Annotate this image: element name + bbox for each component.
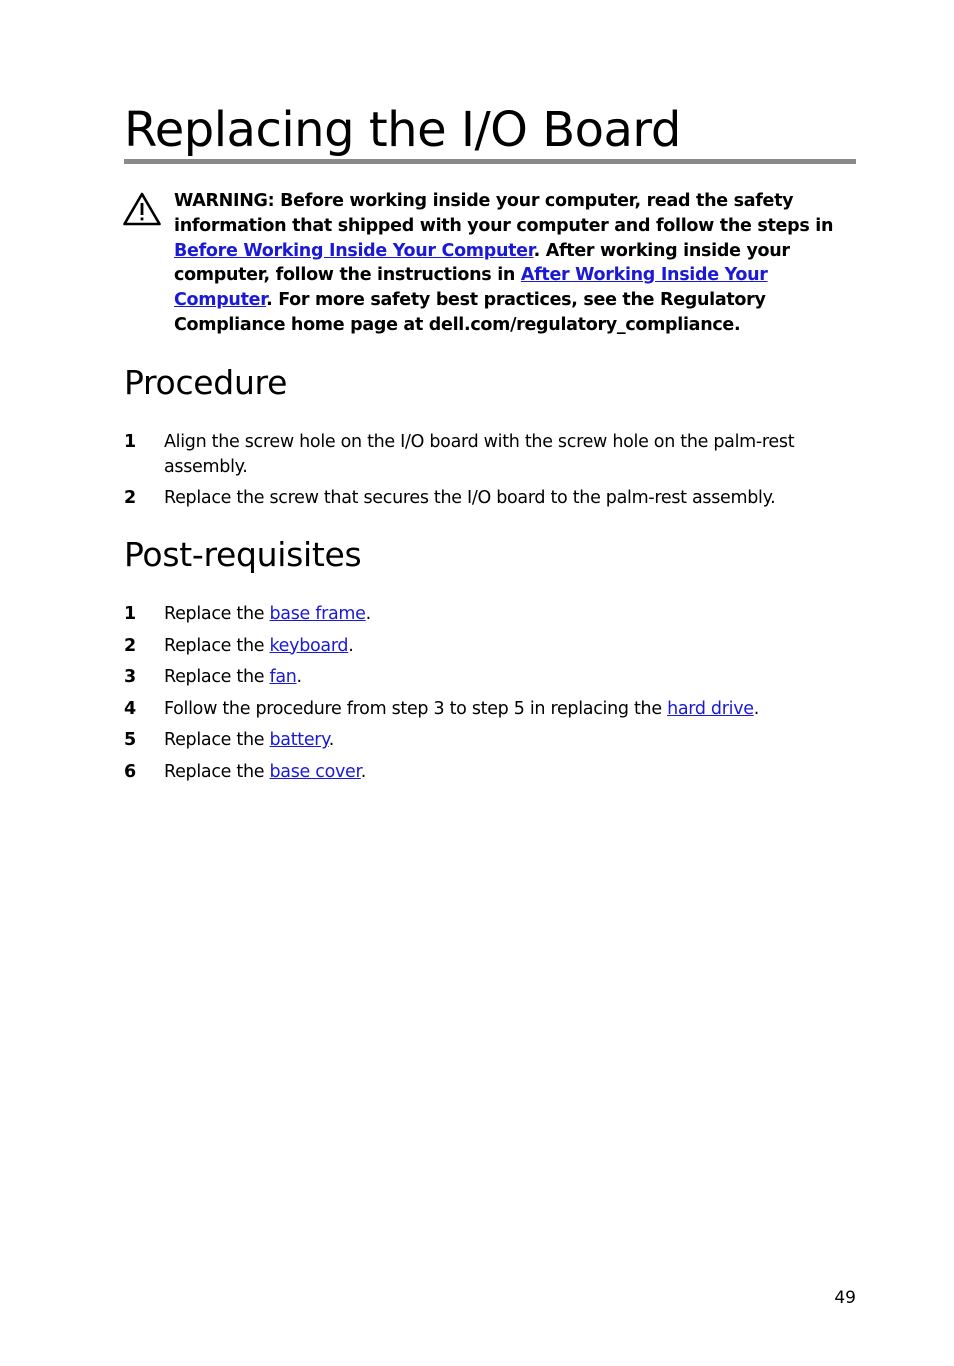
- step-number: 1: [124, 432, 136, 452]
- step-text: Replace the: [164, 730, 270, 751]
- step-text-end: .: [328, 730, 335, 751]
- step-number: 1: [124, 604, 136, 624]
- step-number: 3: [124, 667, 136, 688]
- step-text: Replace the: [164, 761, 270, 782]
- before-working-link[interactable]: Before Working Inside Your Computer: [174, 240, 534, 261]
- step-text: Follow the procedure from step 3 to step 5 in replacing the: [164, 698, 668, 719]
- procedure-heading: Procedure: [124, 363, 288, 402]
- base-frame-link[interactable]: base frame: [269, 604, 366, 624]
- warning-text-part: . After working inside your computer, follow the instructions in: [174, 240, 790, 286]
- step-text-end: .: [365, 604, 371, 624]
- postrequisite-step: [124, 728, 856, 753]
- keyboard-link[interactable]: keyboard: [269, 635, 349, 656]
- page-title: Replacing the I/O Board: [124, 102, 681, 158]
- fan-link[interactable]: fan: [269, 667, 297, 688]
- postrequisite-step: [124, 634, 856, 659]
- step-number: 5: [124, 730, 136, 751]
- postrequisites-steps: [124, 602, 856, 785]
- postrequisite-step: [124, 665, 856, 690]
- step-number: 4: [124, 698, 136, 719]
- step-text: Replace the screw that secures the I/O board to the palm-rest assembly.: [164, 488, 776, 508]
- warning-text: [174, 189, 854, 338]
- step-text: Replace the: [164, 635, 270, 656]
- after-working-link[interactable]: After Working Inside Your Computer: [174, 265, 768, 311]
- step-number: 6: [124, 761, 136, 782]
- step-text: Replace the: [164, 604, 270, 624]
- step-text: Replace the: [164, 667, 270, 688]
- postrequisite-step: [124, 697, 856, 722]
- title-rule: [124, 159, 856, 164]
- battery-link[interactable]: battery: [269, 730, 329, 751]
- base-cover-link[interactable]: base cover: [269, 761, 361, 782]
- procedure-steps: [124, 430, 856, 511]
- step-text-end: .: [360, 761, 367, 782]
- step-text-end: .: [296, 667, 302, 688]
- step-text-end: .: [753, 698, 759, 719]
- hard-drive-link[interactable]: hard drive: [667, 698, 754, 719]
- warning-triangle-icon: [123, 192, 161, 226]
- postrequisites-heading: Post-requisites: [124, 535, 362, 574]
- procedure-step: [124, 430, 856, 480]
- step-text: Align the screw hole on the I/O board with the screw hole on the palm-rest assembly.: [164, 432, 795, 477]
- step-number: 2: [124, 488, 136, 508]
- postrequisite-step: [124, 602, 856, 627]
- step-number: 2: [124, 635, 136, 656]
- page-number: 49: [834, 1288, 856, 1308]
- procedure-step: [124, 486, 856, 511]
- warning-text-part: WARNING: Before working inside your computer, read the safety information that shipped with your computer and follow the steps in: [174, 191, 834, 236]
- postrequisite-step: [124, 760, 856, 785]
- step-text-end: .: [348, 635, 354, 656]
- warning-text-part: . For more safety best practices, see the Regulatory Compliance home page at dell.com/regulatory_compliance.: [174, 290, 766, 335]
